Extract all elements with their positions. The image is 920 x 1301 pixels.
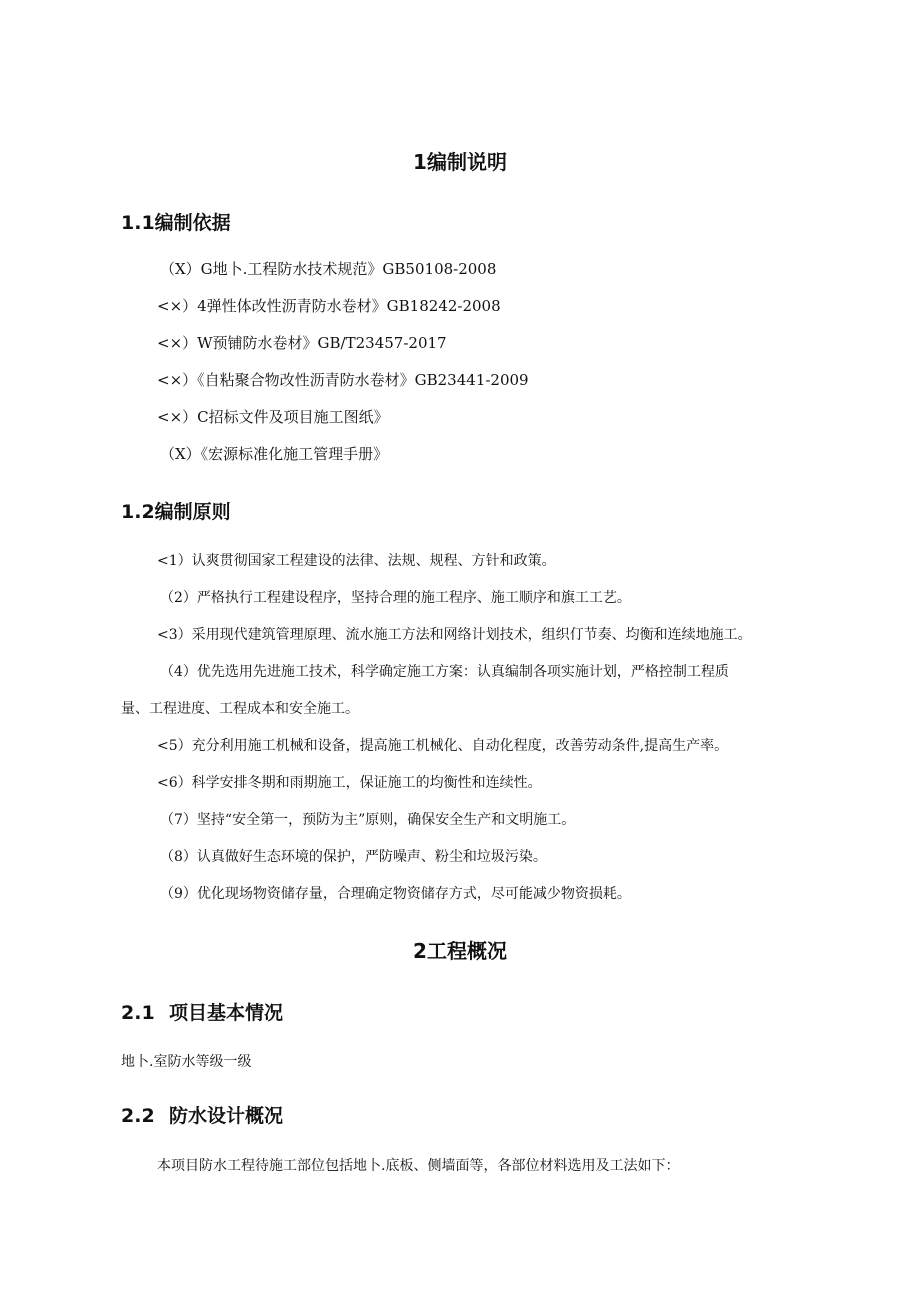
principle-item-1: <1）认爽贯彻国家工程建设的法律、法规、规程、方针和政策。 xyxy=(157,553,556,569)
section-1-title: 1编制说明 xyxy=(413,150,507,174)
principle-item-3: <3）采用现代建筑管理原理、流水施工方法和网络计划技术，组织仃节奏、均衡和连续地施工。 xyxy=(157,627,752,643)
section-2-1-heading xyxy=(121,1000,283,1026)
reference-item-4: <×）《自粘聚合物改性沥青防水卷材》GB23441-2009 xyxy=(157,371,529,389)
section-2-1-number: 2.1 xyxy=(121,1002,155,1024)
waterproof-design-text: 本项目防水工程待施工部位包括地卜.底板、侧墙面等，各部位材料选用及工法如下： xyxy=(157,1158,680,1174)
principle-item-9: （9）优化现场物资储存量，合理确定物资储存方式，尽可能减少物资损耗。 xyxy=(160,886,631,902)
reference-item-2: <×）4弹性体改性沥青防水卷材》GB18242-2008 xyxy=(157,297,501,315)
principle-item-6: <6）科学安排冬期和雨期施工，保证施工的均衡性和连续性。 xyxy=(157,775,542,791)
principle-item-7: （7）坚持“安全第一，预防为主”原则，确保安全生产和文明施工。 xyxy=(160,812,576,828)
section-1-2-number: 1.2 xyxy=(121,501,155,523)
principle-item-8: （8）认真做好生态环境的保护，严防噪声、粉尘和垃圾污染。 xyxy=(160,849,547,865)
section-1-1-title: 编制依据 xyxy=(154,212,231,234)
section-2-2-number: 2.2 xyxy=(121,1105,155,1127)
reference-item-5: <×）C招标文件及项目施工图纸》 xyxy=(157,408,389,426)
section-1-2-heading xyxy=(121,499,231,525)
section-2-1-title: 项目基本情况 xyxy=(169,1002,284,1024)
section-1-1-heading xyxy=(121,210,231,236)
reference-item-3: <×）W预铺防水卷材》GB/T23457-2017 xyxy=(157,334,447,352)
section-2-title: 2工程概况 xyxy=(413,939,507,963)
section-2-2-title: 防水设计概况 xyxy=(169,1105,284,1127)
section-1-2-title: 编制原则 xyxy=(154,501,231,523)
principle-item-4-continued: 量、工程进度、工程成本和安全施工。 xyxy=(121,701,359,717)
section-1-1-number: 1.1 xyxy=(121,212,155,234)
reference-item-6: （X）《宏源标准化施工管理手册》 xyxy=(160,445,389,463)
principle-item-2: （2）严格执行工程建设程序，坚持合理的施工程序、施工顺序和旗工工艺。 xyxy=(160,590,631,606)
principle-item-4: （4）优先选用先进施工技术，科学确定施工方案：认真编制各项实施计划，严格控制工程质 xyxy=(160,664,729,680)
principle-item-5: <5）充分利用施工机械和设备，提高施工机械化、自动化程度，改善劳动条件,提高生产率。 xyxy=(157,738,729,754)
reference-item-1: （X）G地卜.工程防水技术规范》GB50108-2008 xyxy=(160,260,497,278)
section-2-2-heading xyxy=(121,1103,283,1129)
project-info-text: 地卜.室防水等级一级 xyxy=(121,1054,252,1070)
